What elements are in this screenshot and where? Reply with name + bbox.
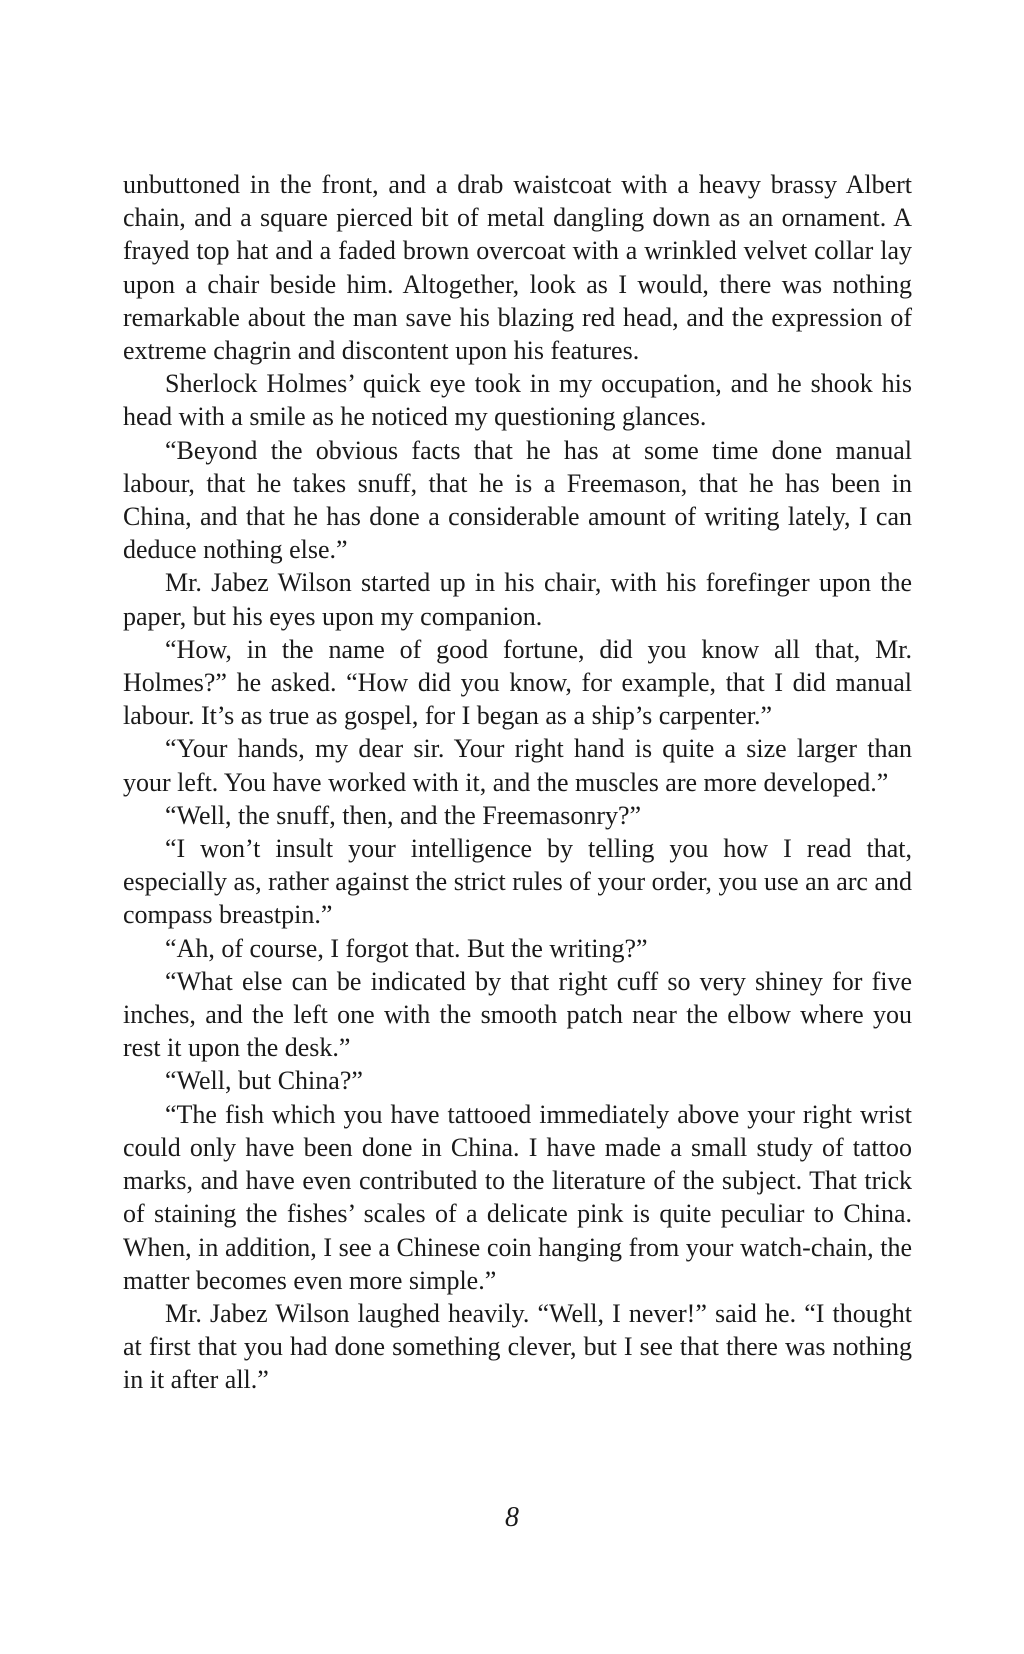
- paragraph: “Well, but China?”: [165, 1066, 363, 1096]
- paragraph: Mr. Jabez Wilson laughed heavily. “Well, I never!” said he. “I thought at first that you had done something clever, but I see that there was nothing in it after all.”: [123, 1298, 912, 1395]
- paragraph: Sherlock Holmes’ quick eye took in my occupation, and he shook his head with a smile as he noticed my questioning glances.: [123, 369, 912, 432]
- paragraph: “How, in the name of good fortune, did you know all that, Mr. Holmes?” he asked. “How did you know, for example, that I did manual labour. It’s as true as gospel, for I began as a ship’s carpenter.”: [123, 634, 912, 731]
- paragraph: “I won’t insult your intelligence by telling you how I read that, especially as, rather against the strict rules of your order, you use an arc and compass breastpin.”: [123, 834, 912, 930]
- paragraph: “Your hands, my dear sir. Your right hand is quite a size larger than your left. You have worked with it, and the muscles are more developed.”: [123, 734, 912, 797]
- paragraph: “Beyond the obvious facts that he has at some time done manual labour, that he takes snuff, that he is a Freemason, that he has been in China, and that he has done a considerable amount of writing lately, I can deduce nothing else.”: [123, 435, 912, 565]
- paragraph: “The fish which you have tattooed immediately above your right wrist could only have been done in China. I have made a small study of tattoo marks, and have even contributed to the literature of the subject. That trick of staining the fishes’ scales of a delicate pink is quite peculiar to China. When, in addition, I see a Chinese coin hanging from your watch-chain, the matter becomes even more simple.”: [123, 1099, 912, 1295]
- paragraph: “Ah, of course, I forgot that. But the writing?”: [165, 933, 648, 963]
- page-number: 8: [505, 1502, 519, 1533]
- paragraph: Mr. Jabez Wilson started up in his chair, with his forefinger upon the paper, but his eyes upon my companion.: [123, 568, 912, 631]
- paragraph: “What else can be indicated by that right cuff so very shiney for five inches, and the left one with the smooth patch near the elbow where you rest it upon the desk.”: [123, 966, 912, 1063]
- paragraph-continued: unbuttoned in the front, and a drab waistcoat with a heavy brassy Albert chain, and a square pierced bit of metal dangling down as an ornament. A frayed top hat and a faded brown overcoat with a wrinkled velvet collar lay upon a chair beside him. Altogether, look as I would, there was nothing remarkable about the man save his blazing red head, and the expression of extreme chagrin and discontent upon his features.: [123, 170, 912, 366]
- body-text: [123, 168, 912, 1397]
- paragraph: “Well, the snuff, then, and the Freemasonry?”: [165, 800, 642, 830]
